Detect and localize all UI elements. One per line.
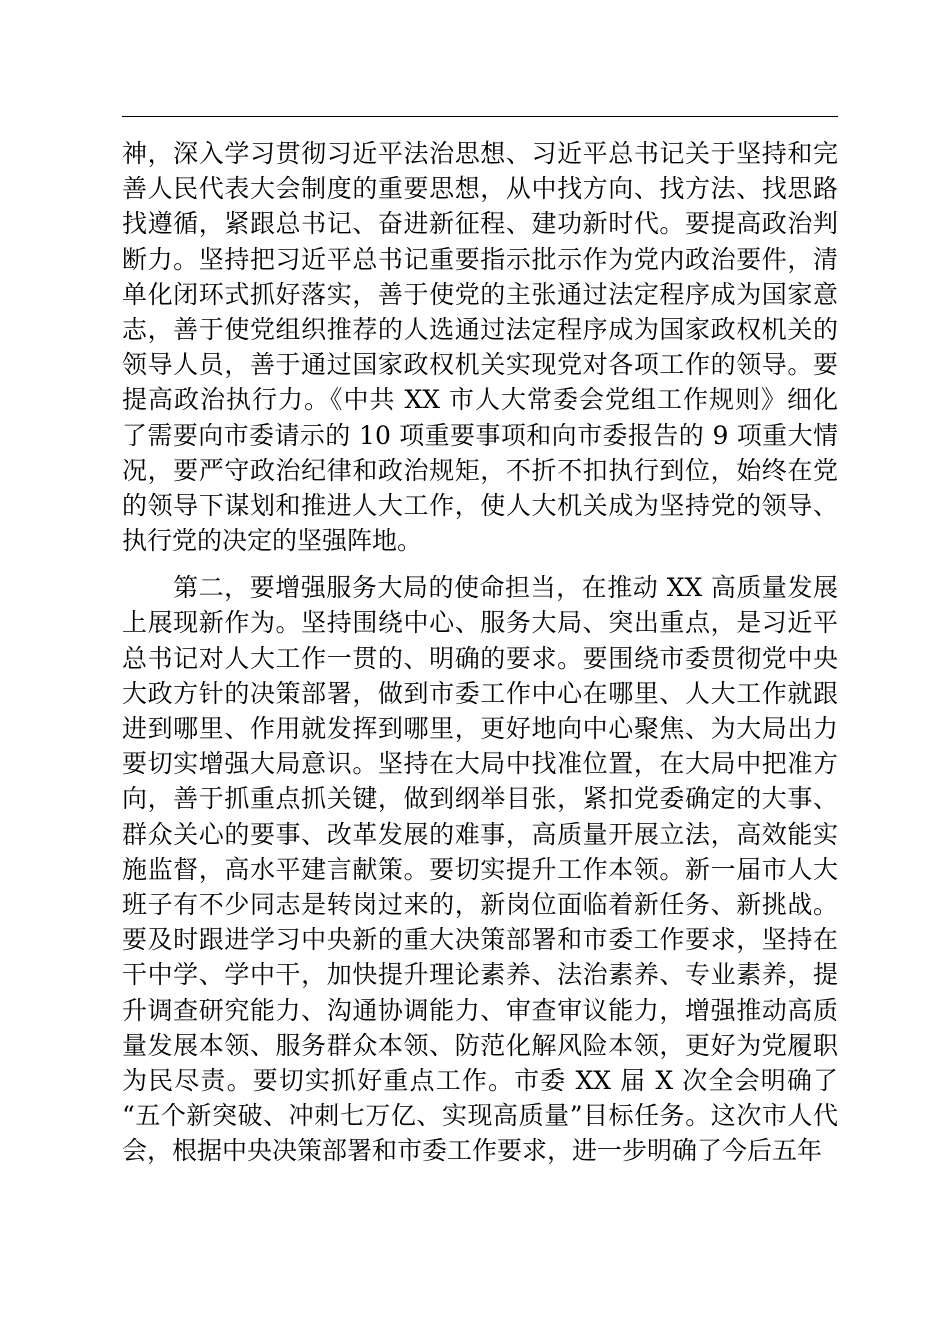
text-line: 会，根据中央决策部署和市委工作要求，进一步明确了今后五年 [122, 1136, 823, 1166]
text-line: 上展现新作为。坚持围绕中心、服务大局、突出重点，是习近平 [122, 608, 838, 638]
text-line: 群众关心的要事、改革发展的难事，高质量开展立法，高效能实 [122, 819, 838, 849]
text-line: 志，善于使党组织推荐的人选通过法定程序成为国家政权机关的 [122, 314, 838, 344]
text-line: 神，深入学习贯彻习近平法治思想、习近平总书记关于坚持和完 [122, 139, 838, 168]
text-line: 领导人员，善于通过国家政权机关实现党对各项工作的领导。要 [122, 350, 838, 380]
paragraph-1 [122, 136, 838, 558]
text-line: 施监督，高水平建言献策。要切实提升工作本领。新一届市人大 [122, 854, 838, 884]
text-line: 干中学、学中干，加快提升理论素养、法治素养、专业素养，提 [122, 960, 838, 990]
text-line: 进到哪里、作用就发挥到哪里，更好地向中心聚焦、为大局出力 [122, 714, 838, 743]
text-line: 第二，要增强服务大局的使命担当，在推动 XX 高质量发展 [122, 573, 838, 603]
text-line: 的领导下谋划和推进人大工作，使人大机关成为坚持党的领导、 [122, 490, 838, 520]
text-line: 班子有不少同志是转岗过来的，新岗位面临着新任务、新挑战。 [122, 889, 838, 919]
text-line: 要及时跟进学习中央新的重大决策部署和市委工作要求，坚持在 [122, 925, 838, 955]
text-line: 量发展本领、服务群众本领、防范化解风险本领，更好为党履职 [122, 1030, 838, 1060]
text-line: 断力。坚持把习近平总书记重要指示批示作为党内政治要件，清 [122, 244, 838, 274]
text-line: 向，善于抓重点抓关键，做到纲举目张，紧扣党委确定的大事、 [122, 784, 838, 814]
text-line: 况，要严守政治纪律和政治规矩，不折不扣执行到位，始终在党 [122, 455, 838, 485]
text-line: 为民尽责。要切实抓好重点工作。市委 XX 届 X 次全会明确了 [122, 1065, 838, 1095]
text-line: “五个新突破、冲刺七万亿、实现高质量”目标任务。这次市人代 [122, 1101, 838, 1131]
paragraph-2 [122, 570, 838, 1168]
text-line: 执行党的决定的坚强阵地。 [122, 526, 423, 556]
document-body [122, 136, 838, 1168]
text-line: 大政方针的决策部署，做到市委工作中心在哪里、人大工作就跟 [122, 678, 838, 708]
text-line: 单化闭环式抓好落实，善于使党的主张通过法定程序成为国家意 [122, 279, 838, 309]
header-rule [122, 116, 838, 117]
text-line: 提高政治执行力。《中共 XX 市人大常委会党组工作规则》细化 [122, 385, 838, 415]
text-line: 总书记对人大工作一贯的、明确的要求。要围绕市委贯彻党中央 [122, 643, 838, 673]
text-line: 找遵循，紧跟总书记、奋进新征程、建功新时代。要提高政治判 [122, 209, 838, 239]
text-line: 要切实增强大局意识。坚持在大局中找准位置，在大局中把准方 [122, 749, 838, 779]
text-line: 了需要向市委请示的 10 项重要事项和向市委报告的 9 项重大情 [122, 420, 838, 450]
text-line: 升调查研究能力、沟通协调能力、审查审议能力，增强推动高质 [122, 995, 838, 1025]
text-line: 善人民代表大会制度的重要思想，从中找方向、找方法、找思路 [122, 174, 838, 204]
